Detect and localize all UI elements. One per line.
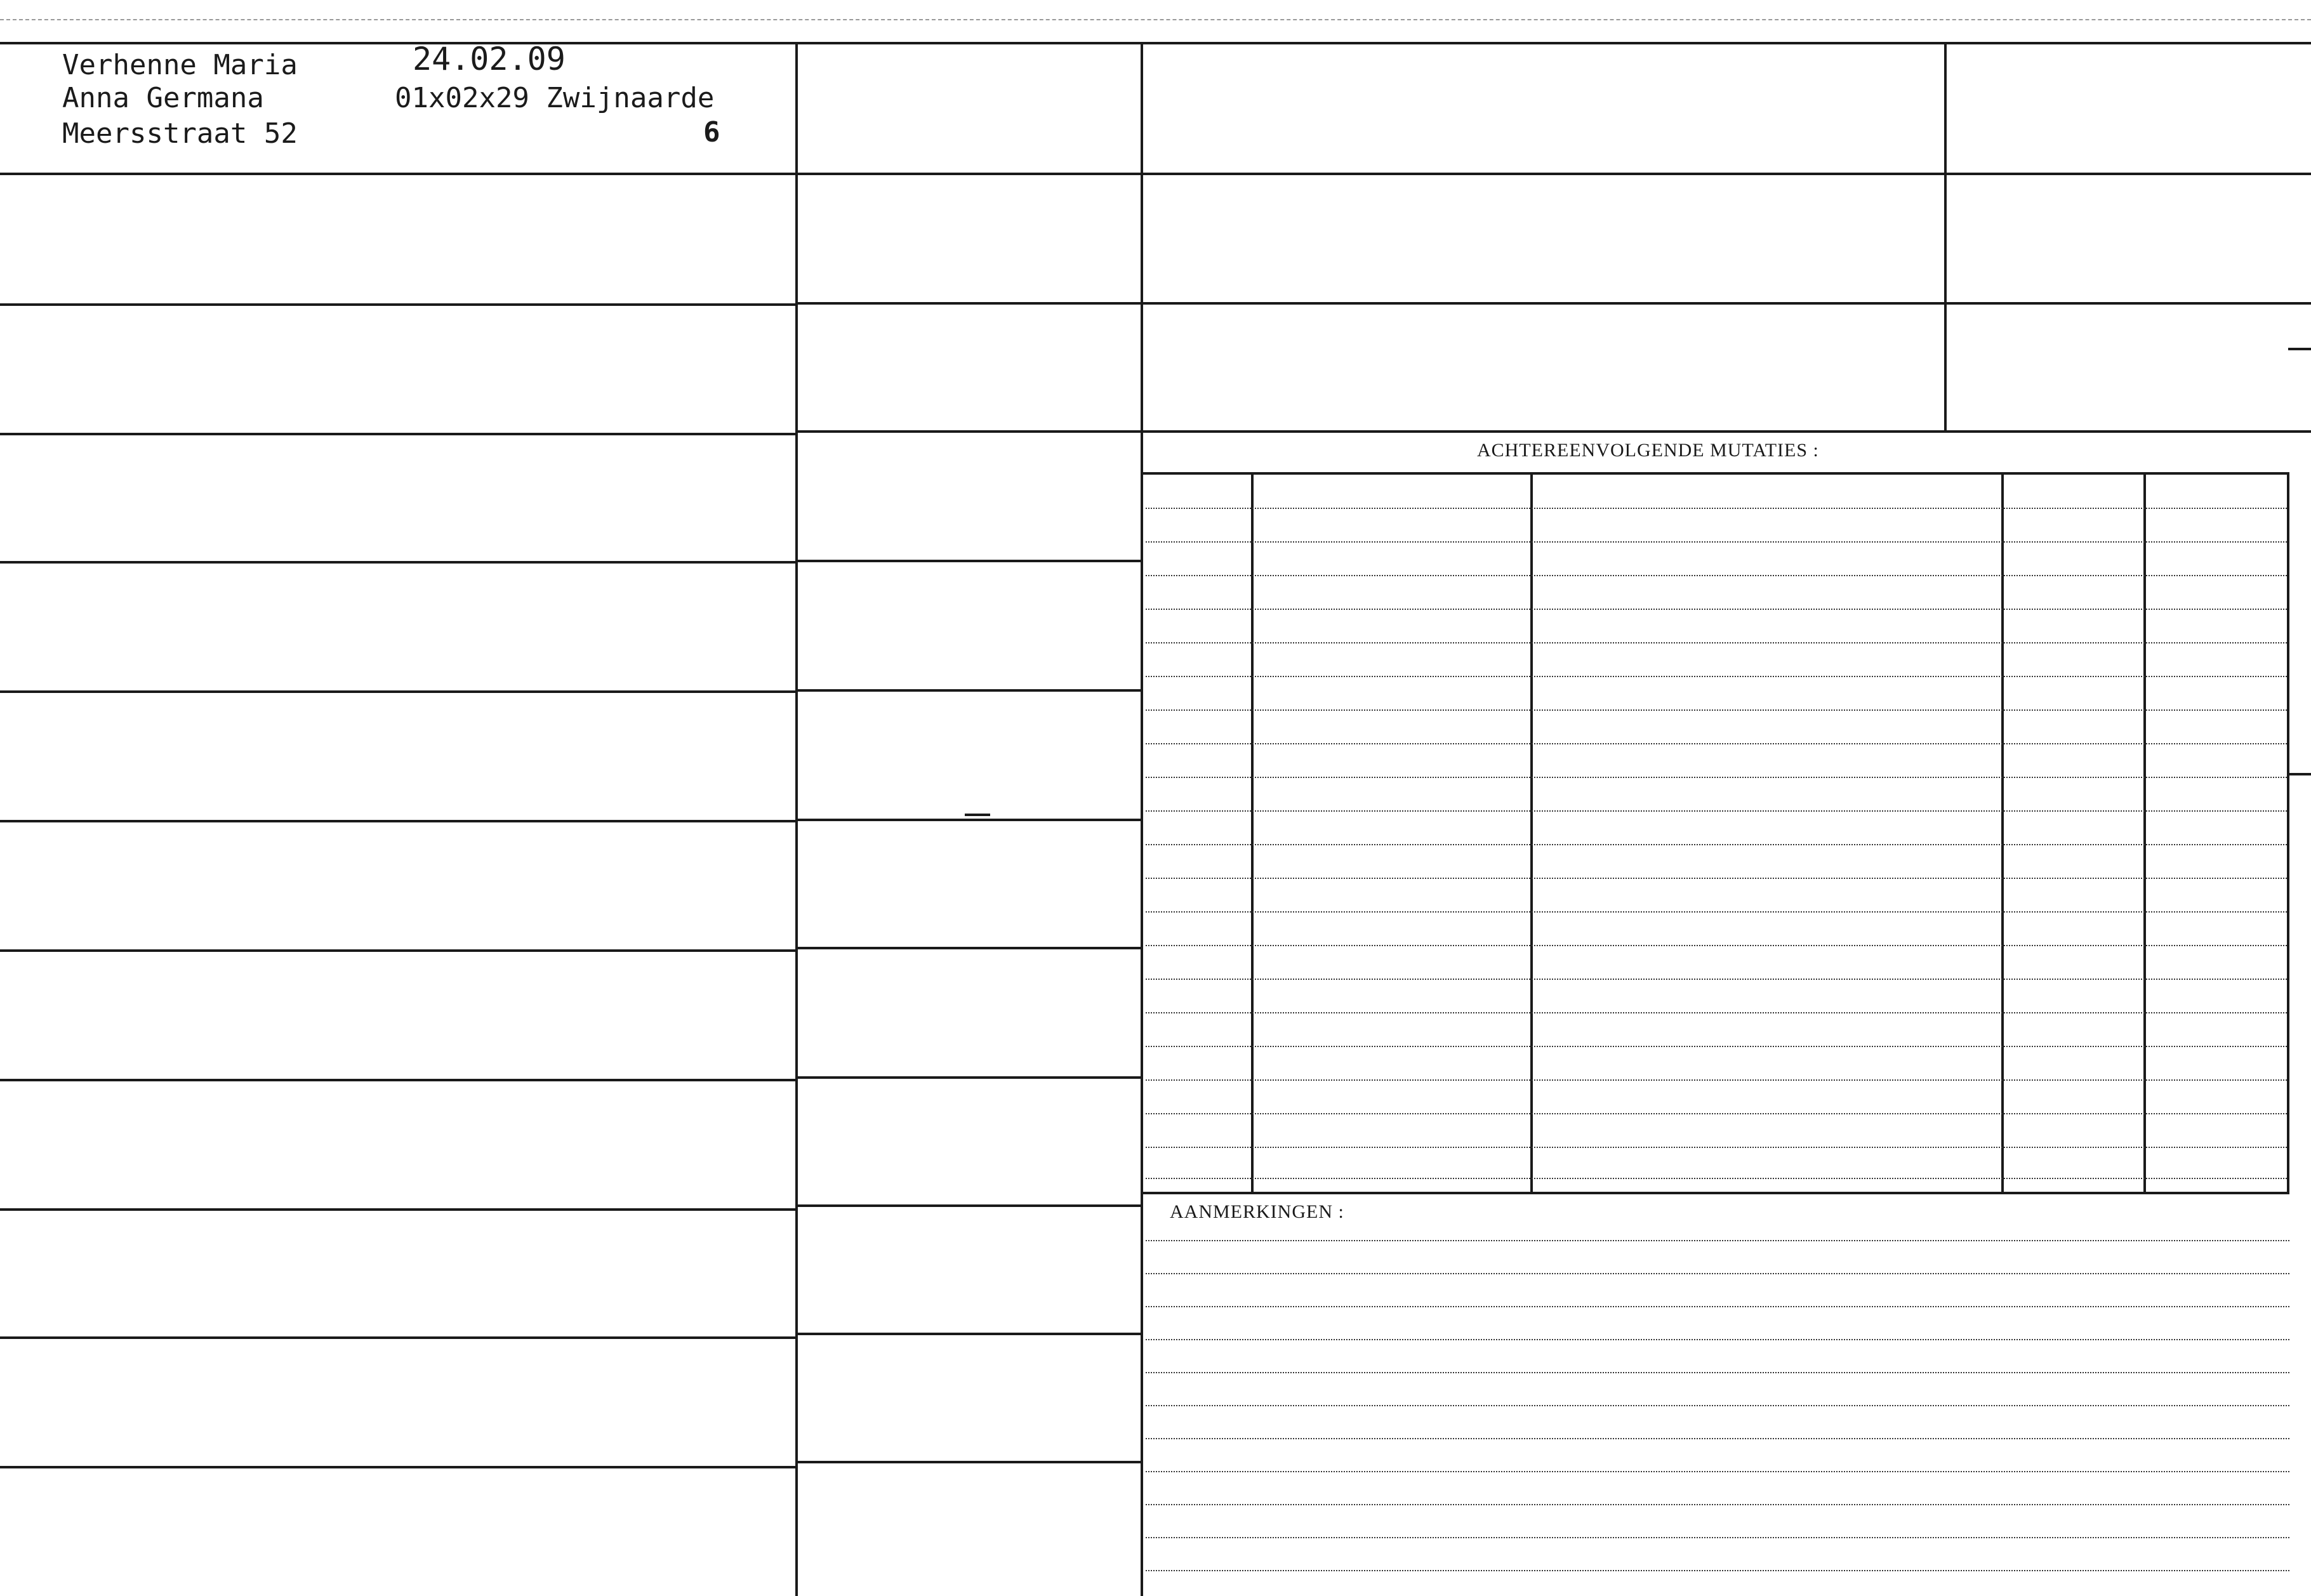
left-row-separator <box>0 433 797 435</box>
edge-tick <box>2288 348 2311 350</box>
middle-row-separator <box>798 947 1141 949</box>
right-row-separator <box>1143 430 2311 433</box>
middle-row-separator <box>798 689 1141 692</box>
person-name-line1: Verhenne Maria <box>62 49 298 81</box>
mutations-ruled-line <box>1146 1113 2287 1114</box>
left-row-separator <box>0 1466 797 1468</box>
left-row-separator <box>0 949 797 952</box>
mutations-ruled-line <box>1146 508 2287 509</box>
mutations-ruled-line <box>1146 911 2287 913</box>
remarks-ruled-line <box>1146 1504 2289 1505</box>
mutations-ruled-line <box>1146 844 2287 845</box>
mutations-column-divider <box>1530 475 1533 1193</box>
remarks-ruled-line <box>1146 1339 2289 1340</box>
left-row-separator <box>0 1208 797 1211</box>
remarks-ruled-line <box>1146 1273 2289 1274</box>
remarks-ruled-line <box>1146 1405 2289 1406</box>
mutations-ruled-line <box>1146 642 2287 643</box>
mutations-ruled-line <box>1146 709 2287 711</box>
remarks-ruled-line <box>1146 1471 2289 1472</box>
top-border-rule <box>0 42 2311 44</box>
remarks-ruled-line <box>1146 1570 2289 1571</box>
left-row-separator <box>0 561 797 564</box>
birth-date: 24.02.09 <box>413 41 566 77</box>
middle-row-separator <box>798 302 1141 305</box>
left-row-separator <box>0 173 797 175</box>
mutations-title: ACHTEREENVOLGENDE MUTATIES : <box>1477 440 1819 461</box>
right-row-separator <box>1143 173 2311 175</box>
mutations-ruled-line <box>1146 1012 2287 1013</box>
mutations-ruled-line <box>1146 777 2287 778</box>
person-address: Meersstraat 52 <box>62 117 298 150</box>
middle-row-separator <box>798 1333 1141 1335</box>
remarks-ruled-line <box>1146 1438 2289 1439</box>
mutations-ruled-line <box>1146 609 2287 610</box>
left-row-separator <box>0 1336 797 1339</box>
remarks-ruled-line <box>1146 1537 2289 1538</box>
middle-row-separator <box>798 560 1141 562</box>
mutations-ruled-line <box>1146 945 2287 946</box>
mutations-column-divider <box>2001 475 2004 1193</box>
middle-column-divider <box>1141 44 1143 1596</box>
mutations-ruled-line <box>1146 878 2287 879</box>
mutations-table-bottom <box>1143 1192 2289 1194</box>
mutations-ruled-line <box>1146 1079 2287 1081</box>
remarks-ruled-line <box>1146 1240 2289 1241</box>
person-name-line2: Anna Germana <box>62 82 264 114</box>
mutations-ruled-line <box>1146 541 2287 543</box>
remarks-title: AANMERKINGEN : <box>1170 1201 1344 1222</box>
mutations-ruled-line <box>1146 743 2287 744</box>
middle-row-separator <box>798 819 1141 821</box>
mutations-column-divider <box>1251 475 1254 1193</box>
right-row-separator <box>1143 302 2311 305</box>
mutations-ruled-line <box>1146 1046 2287 1047</box>
left-row-separator <box>0 1079 797 1081</box>
mutations-ruled-line <box>1146 1178 2287 1179</box>
scan-edge-noise <box>0 19 2311 22</box>
middle-row-separator <box>798 430 1141 433</box>
mutations-column-divider <box>2287 475 2289 1193</box>
ink-mark <box>965 814 990 816</box>
mutations-column-divider <box>2143 475 2146 1193</box>
right-upper-divider <box>1944 44 1947 432</box>
place-line: 01x02x29 Zwijnaarde <box>395 82 715 114</box>
left-row-separator <box>0 690 797 693</box>
remarks-ruled-line <box>1146 1306 2289 1307</box>
mutations-ruled-line <box>1146 1147 2287 1148</box>
left-row-separator <box>0 820 797 822</box>
remarks-ruled-line <box>1146 1372 2289 1373</box>
edge-tick <box>2288 773 2311 775</box>
mutations-ruled-line <box>1146 979 2287 980</box>
mutations-ruled-line <box>1146 676 2287 677</box>
left-row-separator <box>0 303 797 306</box>
middle-row-separator <box>798 173 1141 175</box>
mutations-ruled-line <box>1146 810 2287 812</box>
middle-row-separator <box>798 1461 1141 1463</box>
mutations-table-top <box>1143 472 2289 475</box>
mutations-ruled-line <box>1146 575 2287 576</box>
middle-row-separator <box>798 1204 1141 1207</box>
handwritten-mark: 6 <box>703 116 720 148</box>
middle-row-separator <box>798 1076 1141 1079</box>
